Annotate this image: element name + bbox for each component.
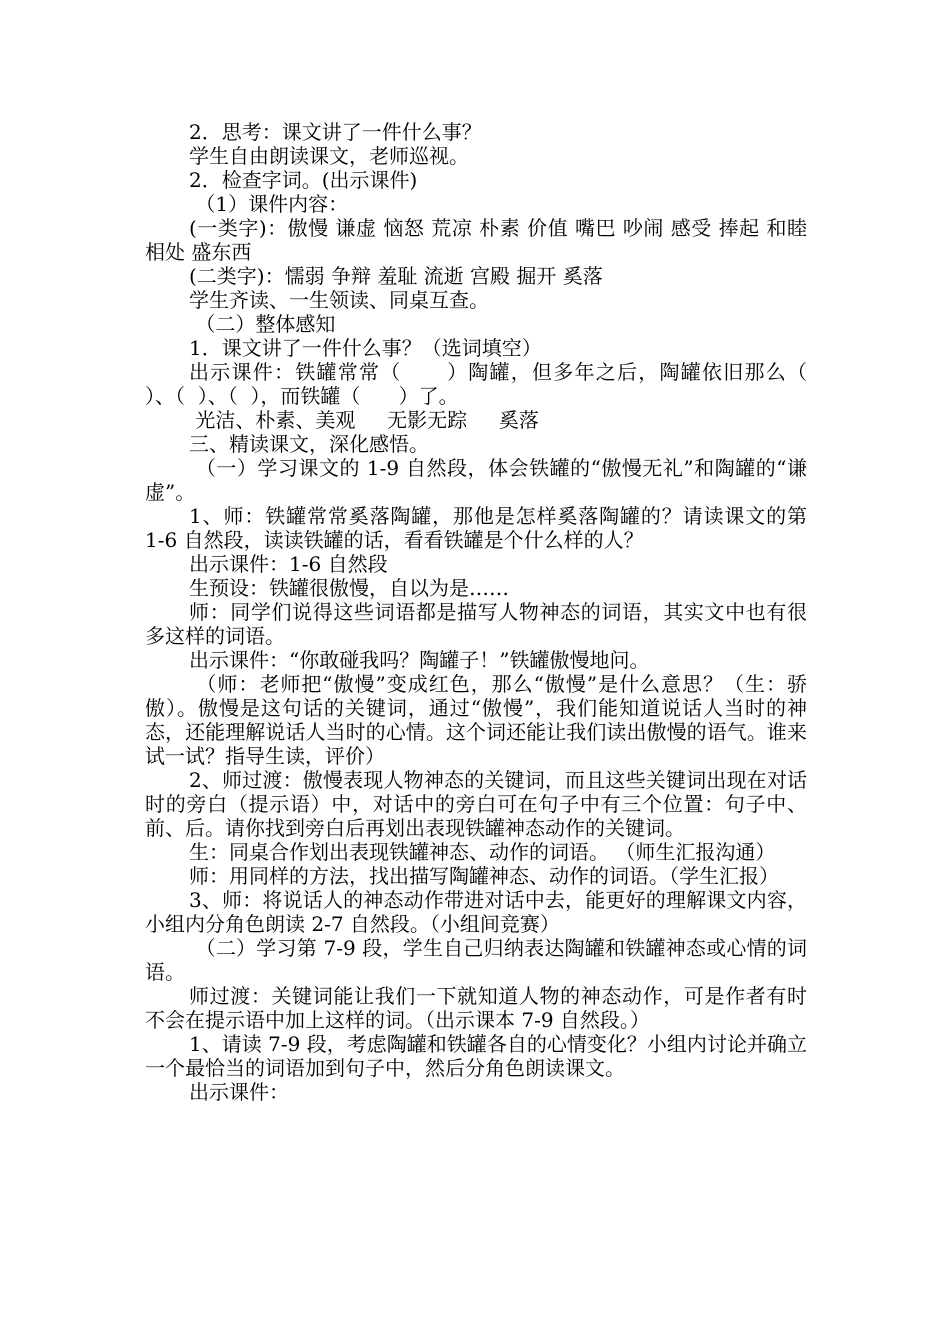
paragraph-27: 出示课件： bbox=[189, 1080, 289, 1104]
paragraph-22: 师：用同样的方法，找出描写陶罐神态、动作的词语。（学生汇报） bbox=[189, 864, 779, 888]
paragraph-12: 三、精读课文，深化感悟。 bbox=[189, 432, 429, 456]
paragraph-21: 生：同桌合作划出表现铁罐神态、动作的词语。 （师生汇报沟通） bbox=[189, 840, 776, 864]
paragraph-10: 出示课件：铁罐常常（ ）陶罐，但多年之后，陶罐依旧那么（ ）、（ ）、（ ），而铁罐（ ）了。 bbox=[145, 360, 820, 408]
paragraph-19: （师：老师把“傲慢”变成红色，那么“傲慢”是什么意思？（生：骄傲）。傲慢是这句话的关键词，通过“傲慢”，我们能知道说话人当时的神态，还能理解说话人当时的心情。这个词还能让我们读出傲慢的语气。谁来试一试？指导生读，评价） bbox=[145, 672, 808, 768]
document-body bbox=[145, 120, 820, 1104]
paragraph-5: (一类字)：傲慢 谦虚 恼怒 荒凉 朴素 价值 嘴巴 吵闹 感受 捧起 和睦相处 盛东西 bbox=[145, 216, 807, 264]
paragraph-13: （一）学习课文的 1-9 自然段，体会铁罐的“傲慢无礼”和陶罐的“谦虚”。 bbox=[145, 456, 807, 504]
paragraph-17: 师：同学们说得这些词语都是描写人物神态的词语，其实文中也有很多这样的词语。 bbox=[145, 600, 807, 648]
paragraph-18: 出示课件：“你敢碰我吗？陶罐子！”铁罐傲慢地问。 bbox=[189, 648, 650, 672]
paragraph-25: 师过渡：关键词能让我们一下就知道人物的神态动作，可是作者有时不会在提示语中加上这样的词。（出示课本 7-9 自然段。） bbox=[145, 984, 807, 1032]
paragraph-7: 学生齐读、一生领读、同桌互查。 bbox=[189, 288, 489, 312]
paragraph-20: 2、师过渡：傲慢表现人物神态的关键词，而且这些关键词出现在对话时的旁白（提示语）中，对话中的旁白可在句子中有三个位置：句子中、前、后。请你找到旁白后再划出表现铁罐神态动作的关键词。 bbox=[145, 768, 807, 840]
paragraph-3: 2．检查字词。(出示课件) bbox=[189, 168, 418, 192]
paragraph-15: 出示课件：1-6 自然段 bbox=[189, 552, 388, 576]
paragraph-2: 学生自由朗读课文，老师巡视。 bbox=[189, 144, 469, 168]
paragraph-11: 光洁、朴素、美观 无影无踪 奚落 bbox=[189, 408, 539, 432]
paragraph-9: 1．课文讲了一件什么事？（选词填空） bbox=[189, 336, 542, 360]
paragraph-26: 1、请读 7-9 段，考虑陶罐和铁罐各自的心情变化？小组内讨论并确立一个最恰当的词语加到句子中，然后分角色朗读课文。 bbox=[145, 1032, 807, 1080]
paragraph-1: 2．思考：课文讲了一件什么事？ bbox=[189, 120, 482, 144]
paragraph-24: （二）学习第 7-9 段，学生自己归纳表达陶罐和铁罐神态或心情的词语。 bbox=[145, 936, 808, 984]
paragraph-23: 3、师：将说话人的神态动作带进对话中去，能更好的理解课文内容，小组内分角色朗读 2-7 自然段。（小组间竞赛） bbox=[145, 888, 807, 936]
paragraph-14: 1、师：铁罐常常奚落陶罐，那他是怎样奚落陶罐的？请读课文的第 1-6 自然段，读读铁罐的话，看看铁罐是个什么样的人？ bbox=[145, 504, 814, 552]
paragraph-16: 生预设：铁罐很傲慢，自以为是…… bbox=[189, 576, 509, 600]
paragraph-8: （二）整体感知 bbox=[189, 312, 336, 336]
paragraph-6: (二类字)：懦弱 争辩 羞耻 流逝 宫殿 掘开 奚落 bbox=[189, 264, 603, 288]
paragraph-4: （1）课件内容： bbox=[189, 192, 349, 216]
